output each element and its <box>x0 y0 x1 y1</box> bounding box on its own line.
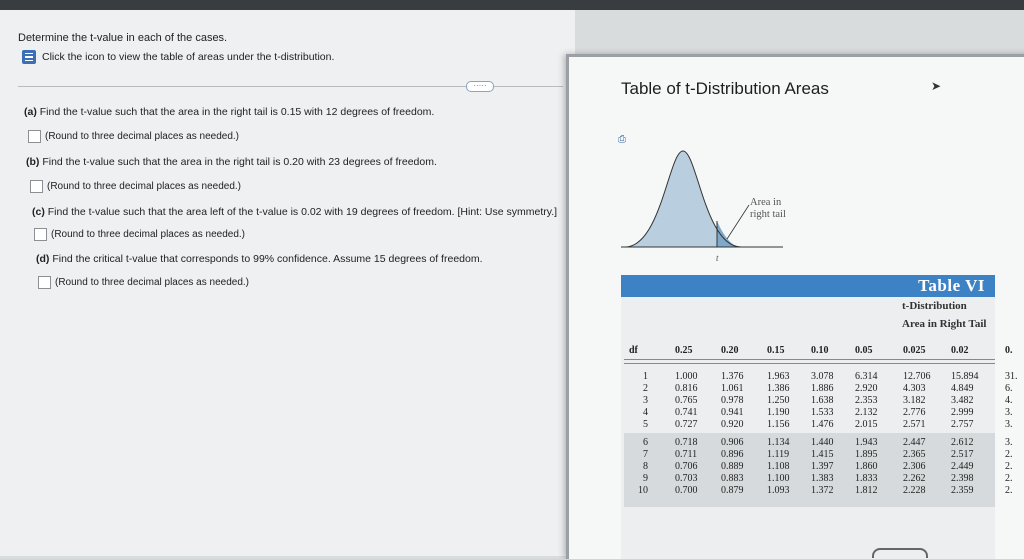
browser-top-bar <box>0 0 1024 10</box>
table-icon[interactable] <box>22 50 36 64</box>
table-cell: 2.447 <box>903 437 926 448</box>
table-cell: 0.700 <box>675 485 698 496</box>
table-cell: 1.963 <box>767 371 790 382</box>
column-header: 0. <box>1005 345 1013 356</box>
area-in-right-tail-label <box>750 197 786 221</box>
table-cell: 0.978 <box>721 395 744 406</box>
table-cell: 0.941 <box>721 407 744 418</box>
part-a-question <box>24 106 434 118</box>
part-d-question <box>36 253 483 265</box>
table-cell: 1.093 <box>767 485 790 496</box>
table-cell: 0.741 <box>675 407 698 418</box>
table-subtitle: t-Distribution <box>902 300 967 312</box>
table-cell: 1.061 <box>721 383 744 394</box>
table-cell: 31. <box>1005 371 1018 382</box>
t-table-modal <box>566 54 1024 559</box>
df-value: 3 <box>643 395 648 406</box>
part-b-question <box>26 156 437 168</box>
table-cell: 3.078 <box>811 371 834 382</box>
table-rule <box>624 363 995 364</box>
table-cell: 1.533 <box>811 407 834 418</box>
table-cell: 1.638 <box>811 395 834 406</box>
df-value: 4 <box>643 407 648 418</box>
answer-input-d[interactable] <box>38 276 51 289</box>
part-label: (d) <box>36 253 50 265</box>
table-cell: 0.816 <box>675 383 698 394</box>
table-cell: 1.119 <box>767 449 790 460</box>
curve-area <box>625 151 741 247</box>
table-title: Table VI <box>918 276 985 295</box>
table-cell: 1.440 <box>811 437 834 448</box>
answer-input-c[interactable] <box>34 228 47 241</box>
table-cell: 1.895 <box>855 449 878 460</box>
table-cell: 0.920 <box>721 419 744 430</box>
column-header: 0.15 <box>767 345 785 356</box>
table-cell: 0.718 <box>675 437 698 448</box>
table-cell: 2.571 <box>903 419 926 430</box>
table-cell: 1.415 <box>811 449 834 460</box>
table-cell: 2.398 <box>951 473 974 484</box>
table-cell: 1.376 <box>721 371 744 382</box>
df-value: 7 <box>643 449 648 460</box>
column-header: 0.05 <box>855 345 873 356</box>
area-label-line2: right tail <box>750 209 786 220</box>
part-text: Find the t-value such that the area in the right tail is 0.20 with 23 degrees of freedom. <box>42 156 437 168</box>
table-cell: 2.999 <box>951 407 974 418</box>
area-pointer <box>727 205 749 239</box>
part-a-answer <box>28 130 239 143</box>
area-label-line1: Area in <box>750 197 782 208</box>
column-header: 0.25 <box>675 345 693 356</box>
df-header: df <box>629 345 638 356</box>
table-cell: 1.108 <box>767 461 790 472</box>
table-cell: 6.314 <box>855 371 878 382</box>
round-note: (Round to three decimal places as needed.) <box>47 181 242 192</box>
table-cell: 0.765 <box>675 395 698 406</box>
table-cell: 4.849 <box>951 383 974 394</box>
table-cell: 1.250 <box>767 395 790 406</box>
more-button[interactable]: ····· <box>466 81 494 92</box>
table-cell: 0.703 <box>675 473 698 484</box>
table-cell: 1.134 <box>767 437 790 448</box>
table-cell: 2. <box>1005 449 1013 460</box>
df-value: 9 <box>643 473 648 484</box>
table-cell: 0.711 <box>675 449 698 460</box>
table-cell: 1.383 <box>811 473 834 484</box>
df-value: 8 <box>643 461 648 472</box>
table-cell: 1.476 <box>811 419 834 430</box>
table-cell: 1.190 <box>767 407 790 418</box>
table-cell: 2.306 <box>903 461 926 472</box>
part-text: Find the t-value such that the area left of the t-value is 0.02 with 19 degrees of freedom. [Hint: Use symmetry.] <box>47 206 558 218</box>
table-cell: 1.156 <box>767 419 790 430</box>
round-note: (Round to three decimal places as needed.) <box>51 229 246 240</box>
table-cell: 2.449 <box>951 461 974 472</box>
table-cell: 4.303 <box>903 383 926 394</box>
df-value: 6 <box>643 437 648 448</box>
table-cell: 2. <box>1005 485 1013 496</box>
modal-title: Table of t-Distribution Areas <box>621 79 829 98</box>
table-cell: 2.365 <box>903 449 926 460</box>
table-cell: 0.706 <box>675 461 698 472</box>
df-value: 5 <box>643 419 648 430</box>
table-cell: 0.879 <box>721 485 744 496</box>
table-hint-text: Click the icon to view the table of areas under the t-distribution. <box>42 51 335 63</box>
t-axis-label: t <box>716 253 719 263</box>
table-cell: 1.860 <box>855 461 878 472</box>
table-cell: 0.896 <box>721 449 744 460</box>
table-cell: 2. <box>1005 473 1013 484</box>
table-cell: 2.776 <box>903 407 926 418</box>
question-prompt: Determine the t-value in each of the cases. <box>18 32 228 44</box>
table-cell: 2.228 <box>903 485 926 496</box>
table-cell: 6. <box>1005 383 1013 394</box>
table-cell: 1.386 <box>767 383 790 394</box>
table-cell: 2. <box>1005 461 1013 472</box>
answer-input-b[interactable] <box>30 180 43 193</box>
table-rule <box>624 359 995 360</box>
part-label: (b) <box>26 156 40 168</box>
table-cell: 1.833 <box>855 473 878 484</box>
table-cell: 3.482 <box>951 395 974 406</box>
part-d-answer <box>38 276 249 289</box>
table-cell: 2.612 <box>951 437 974 448</box>
table-cell: 0.889 <box>721 461 744 472</box>
table-cell: 3. <box>1005 407 1013 418</box>
print-icon[interactable]: ⎙ <box>618 134 626 145</box>
round-note: (Round to three decimal places as needed.) <box>55 277 250 288</box>
table-cell: 2.262 <box>903 473 926 484</box>
partial-button[interactable] <box>872 548 928 558</box>
column-header: 0.10 <box>811 345 829 356</box>
table-cell: 2.757 <box>951 419 974 430</box>
column-header: 0.02 <box>951 345 969 356</box>
table-cell: 3.182 <box>903 395 926 406</box>
table-cell: 15.894 <box>951 371 979 382</box>
df-value: 1 <box>643 371 648 382</box>
table-subtitle-2: Area in Right Tail <box>902 318 987 330</box>
cursor-arrow-icon: ➤ <box>931 79 942 93</box>
question-panel <box>0 10 575 556</box>
table-cell: 1.812 <box>855 485 878 496</box>
answer-input-a[interactable] <box>28 130 41 143</box>
table-cell: 3. <box>1005 437 1013 448</box>
table-cell: 4. <box>1005 395 1013 406</box>
table-cell: 2.517 <box>951 449 974 460</box>
table-cell: 0.906 <box>721 437 744 448</box>
column-header: 0.20 <box>721 345 739 356</box>
table-cell: 1.372 <box>811 485 834 496</box>
part-c-question <box>32 206 557 218</box>
table-cell: 1.886 <box>811 383 834 394</box>
table-hint <box>22 50 334 64</box>
table-cell: 2.353 <box>855 395 878 406</box>
round-note: (Round to three decimal places as needed.) <box>45 131 240 142</box>
table-cell: 1.397 <box>811 461 834 472</box>
table-cell: 1.100 <box>767 473 790 484</box>
df-value: 10 <box>638 485 648 496</box>
df-value: 2 <box>643 383 648 394</box>
column-header: 0.025 <box>903 345 926 356</box>
part-text: Find the t-value such that the area in the right tail is 0.15 with 12 degrees of freedom. <box>39 106 435 118</box>
table-cell: 2.920 <box>855 383 878 394</box>
part-label: (c) <box>32 206 45 218</box>
table-cell: 2.015 <box>855 419 878 430</box>
part-label: (a) <box>24 106 37 118</box>
table-cell: 3. <box>1005 419 1013 430</box>
table-cell: 2.132 <box>855 407 878 418</box>
part-c-answer <box>34 228 245 241</box>
part-b-answer <box>30 180 241 193</box>
table-cell: 1.000 <box>675 371 698 382</box>
table-cell: 0.883 <box>721 473 744 484</box>
table-cell: 12.706 <box>903 371 931 382</box>
table-cell: 2.359 <box>951 485 974 496</box>
table-title-bar <box>621 275 995 297</box>
table-cell: 1.943 <box>855 437 878 448</box>
part-text: Find the critical t-value that corresponds to 99% confidence. Assume 15 degrees of freedom. <box>52 253 483 265</box>
table-cell: 0.727 <box>675 419 698 430</box>
